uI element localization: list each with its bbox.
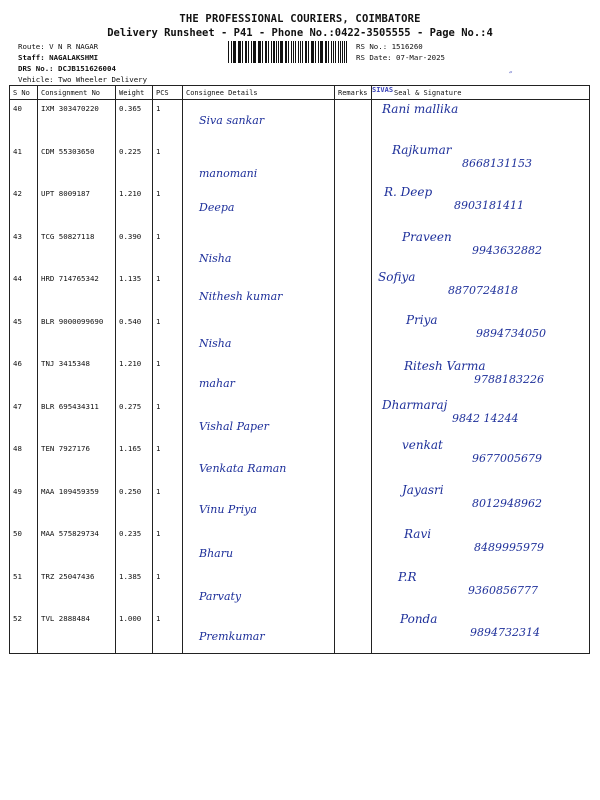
- seal-stamp: SIVAS: [372, 86, 394, 94]
- row-remarks: [335, 185, 372, 228]
- handwritten-signature: Ponda: [400, 612, 438, 626]
- table-row: [10, 483, 590, 526]
- row-weight: 1.210: [116, 185, 153, 228]
- company-title: THE PROFESSIONAL COURIERS, COIMBATORE: [179, 13, 421, 25]
- table-row: [10, 398, 590, 441]
- consignee-handwritten-name: Bharu: [199, 547, 234, 560]
- barcode-bar: [306, 41, 307, 63]
- barcode-bar: [280, 41, 281, 63]
- handwritten-signature: R. Deep: [384, 185, 433, 199]
- row-sno: 48: [10, 440, 38, 483]
- handwritten-phone: 8012948962: [472, 496, 542, 510]
- consignee-handwritten-name: Venkata Raman: [199, 462, 287, 475]
- handwritten-signature: Dharmaraj: [382, 397, 448, 412]
- row-consignee: [183, 483, 335, 526]
- barcode-bar: [246, 41, 247, 63]
- row-weight: 0.540: [116, 313, 153, 356]
- barcode-bar: [344, 41, 345, 63]
- table-row: [10, 610, 590, 653]
- row-signature: [372, 568, 590, 611]
- table-row: [10, 270, 590, 313]
- row-signature: [372, 313, 590, 356]
- barcode-bar: [328, 41, 329, 63]
- barcode-bar: [262, 41, 263, 63]
- row-signature: [372, 270, 590, 313]
- barcode-bar: [295, 41, 296, 63]
- barcode-bar: [346, 41, 347, 63]
- handwritten-signature: Rajkumar: [392, 142, 452, 157]
- row-consignment-no: TEN 7927176: [38, 440, 116, 483]
- barcode-bar: [258, 41, 259, 63]
- row-consignee: [183, 398, 335, 441]
- table-row: [10, 100, 590, 143]
- row-weight: 0.275: [116, 398, 153, 441]
- row-sno: 50: [10, 525, 38, 568]
- row-consignment-no: MAA 575829734: [38, 525, 116, 568]
- row-consignment-no: UPT 8009187: [38, 185, 116, 228]
- row-remarks: [335, 525, 372, 568]
- barcode-bar: [288, 41, 289, 63]
- barcode-bar: [238, 41, 239, 63]
- row-signature: [372, 610, 590, 653]
- row-signature: [372, 440, 590, 483]
- handwritten-phone: 9677005679: [472, 452, 542, 465]
- row-weight: 0.225: [116, 143, 153, 186]
- table-row: [10, 313, 590, 356]
- runsheet-title: Delivery Runsheet - P41 - Phone No.:0422-3505555 - Page No.:4: [107, 27, 493, 39]
- row-sno: 47: [10, 398, 38, 441]
- row-signature: [372, 525, 590, 568]
- row-consignee: [183, 610, 335, 653]
- table-header-row: [10, 86, 590, 100]
- table-row: [10, 143, 590, 186]
- row-remarks: [335, 355, 372, 398]
- consignee-handwritten-name: mahar: [199, 377, 235, 390]
- runsheet-table: [9, 85, 590, 654]
- row-remarks: [335, 100, 372, 143]
- table-row: [10, 568, 590, 611]
- barcode-bar: [293, 41, 295, 63]
- barcode-bar: [340, 41, 341, 63]
- row-signature: [372, 143, 590, 186]
- table-row: [10, 228, 590, 271]
- row-remarks: [335, 313, 372, 356]
- row-pcs: 1: [153, 185, 183, 228]
- row-consignment-no: BLR 9000099690: [38, 313, 116, 356]
- barcode-bar: [259, 41, 260, 63]
- barcode-bar: [298, 41, 299, 63]
- col-header-consignee: Consignee Details: [183, 86, 335, 100]
- row-weight: 1.135: [116, 270, 153, 313]
- row-weight: 1.385: [116, 568, 153, 611]
- row-pcs: 1: [153, 398, 183, 441]
- row-remarks: [335, 398, 372, 441]
- handwritten-phone: 8668131153: [462, 156, 532, 170]
- row-pcs: 1: [153, 610, 183, 653]
- row-pcs: 1: [153, 568, 183, 611]
- table-row: [10, 355, 590, 398]
- handwritten-phone: 9842 14244: [452, 411, 519, 425]
- row-remarks: [335, 568, 372, 611]
- col-header-pcs: PCS: [153, 86, 183, 100]
- col-header-consignment: Consignment No: [38, 86, 116, 100]
- consignee-handwritten-name: Deepa: [199, 201, 235, 214]
- row-sno: 43: [10, 228, 38, 271]
- row-sno: 41: [10, 143, 38, 186]
- row-signature: [372, 398, 590, 441]
- handwritten-signature: P.R: [398, 569, 417, 584]
- tick-mark-icon: ″: [508, 71, 514, 81]
- row-remarks: [335, 143, 372, 186]
- barcode-bar: [268, 41, 269, 63]
- row-signature: [372, 228, 590, 271]
- barcode-bar: [228, 41, 229, 63]
- row-sno: 49: [10, 483, 38, 526]
- row-consignee: [183, 440, 335, 483]
- barcode-bar: [242, 41, 243, 63]
- row-remarks: [335, 483, 372, 526]
- row-weight: 1.000: [116, 610, 153, 653]
- consignee-handwritten-name: Vishal Paper: [199, 419, 269, 433]
- barcode-bar: [285, 41, 286, 63]
- barcode-bar: [338, 41, 339, 63]
- barcode-bar: [308, 41, 309, 63]
- barcode-bar: [302, 41, 303, 63]
- row-pcs: 1: [153, 270, 183, 313]
- row-pcs: 1: [153, 100, 183, 143]
- barcode-bar: [315, 41, 316, 63]
- row-consignment-no: CDM 55303650: [38, 143, 116, 186]
- barcode-bar: [233, 41, 234, 63]
- row-pcs: 1: [153, 313, 183, 356]
- row-consignee: [183, 355, 335, 398]
- barcode-bar: [335, 41, 336, 63]
- consignee-handwritten-name: Premkumar: [199, 630, 265, 643]
- row-consignment-no: TCG 50827118: [38, 228, 116, 271]
- row-sno: 44: [10, 270, 38, 313]
- row-weight: 0.365: [116, 100, 153, 143]
- barcode-bar: [231, 41, 232, 63]
- row-sno: 51: [10, 568, 38, 611]
- barcode-bar: [291, 41, 292, 63]
- row-consignee: [183, 313, 335, 356]
- handwritten-signature: Ritesh Varma: [404, 359, 486, 373]
- staff-label: Staff: NAGALAKSHMI: [18, 53, 99, 62]
- row-consignee: [183, 568, 335, 611]
- handwritten-signature: Sofiya: [378, 270, 416, 284]
- handwritten-signature: Rani mallika: [382, 102, 459, 116]
- barcode-bar: [305, 41, 306, 63]
- consignee-handwritten-name: Siva sankar: [199, 114, 265, 127]
- barcode-image: [228, 41, 348, 63]
- handwritten-signature: Jayasri: [402, 482, 444, 497]
- barcode-bar: [311, 41, 312, 63]
- rs-date: RS Date: 07-Mar-2025: [356, 53, 445, 62]
- barcode-bar: [326, 41, 327, 63]
- row-remarks: [335, 270, 372, 313]
- row-pcs: 1: [153, 228, 183, 271]
- handwritten-phone: 8489995979: [474, 541, 544, 554]
- row-consignment-no: IXM 303470220: [38, 100, 116, 143]
- row-consignee: [183, 100, 335, 143]
- col-header-signature: Seal & Signature: [372, 86, 590, 100]
- row-sno: 52: [10, 610, 38, 653]
- row-weight: 0.235: [116, 525, 153, 568]
- row-weight: 0.390: [116, 228, 153, 271]
- row-sno: 46: [10, 355, 38, 398]
- row-consignee: [183, 228, 335, 271]
- row-consignment-no: BLR 695434311: [38, 398, 116, 441]
- row-consignment-no: HRD 714765342: [38, 270, 116, 313]
- barcode-bar: [325, 41, 326, 63]
- row-remarks: [335, 610, 372, 653]
- consignee-handwritten-name: Parvaty: [199, 589, 242, 603]
- barcode-bar: [239, 41, 241, 63]
- row-remarks: [335, 440, 372, 483]
- barcode-bar: [245, 41, 246, 63]
- route-label: Route: V N R NAGAR: [18, 42, 99, 51]
- barcode-bar: [251, 41, 252, 63]
- barcode-bar: [312, 41, 314, 63]
- handwritten-phone: 8903181411: [454, 199, 524, 212]
- row-sno: 42: [10, 185, 38, 228]
- vehicle-label: Vehicle: Two Wheeler Delivery: [18, 75, 148, 84]
- col-header-weight: Weight: [116, 86, 153, 100]
- handwritten-signature: Ravi: [404, 527, 432, 541]
- handwritten-phone: 9788183226: [474, 373, 544, 386]
- consignee-handwritten-name: manomani: [199, 166, 258, 180]
- row-sno: 45: [10, 313, 38, 356]
- barcode-bar: [286, 41, 287, 63]
- row-consignment-no: MAA 109459359: [38, 483, 116, 526]
- barcode-bar: [321, 41, 322, 63]
- handwritten-phone: 9943632882: [472, 243, 542, 257]
- row-signature: [372, 185, 590, 228]
- barcode-bar: [281, 41, 282, 63]
- rs-number: RS No.: 1516260: [356, 42, 423, 51]
- consignee-handwritten-name: Vinu Priya: [199, 502, 257, 516]
- barcode-bar: [300, 41, 301, 63]
- row-pcs: 1: [153, 525, 183, 568]
- barcode-bar: [320, 41, 321, 63]
- row-weight: 0.250: [116, 483, 153, 526]
- barcode-bar: [234, 41, 235, 63]
- row-weight: 1.165: [116, 440, 153, 483]
- col-header-sno: S No: [10, 86, 38, 100]
- barcode-bar: [248, 41, 249, 63]
- barcode-bar: [331, 41, 332, 63]
- consignee-handwritten-name: Nisha: [199, 336, 232, 350]
- barcode-bar: [273, 41, 275, 63]
- row-weight: 1.210: [116, 355, 153, 398]
- barcode-bar: [266, 41, 267, 63]
- consignee-handwritten-name: Nithesh kumar: [199, 290, 283, 303]
- table-row: [10, 525, 590, 568]
- barcode-bar: [253, 41, 254, 63]
- table-row: [10, 440, 590, 483]
- barcode-bar: [318, 41, 319, 63]
- handwritten-phone: 8870724818: [448, 284, 518, 297]
- row-consignee: [183, 525, 335, 568]
- barcode-bar: [278, 41, 279, 63]
- barcode-bar: [271, 41, 272, 63]
- row-pcs: 1: [153, 440, 183, 483]
- handwritten-phone: 9894732314: [470, 626, 540, 639]
- row-consignment-no: TVL 2888484: [38, 610, 116, 653]
- row-consignee: [183, 143, 335, 186]
- handwritten-signature: Praveen: [402, 229, 452, 244]
- barcode-bar: [265, 41, 266, 63]
- table-row: [10, 185, 590, 228]
- row-remarks: [335, 228, 372, 271]
- row-signature: [372, 483, 590, 526]
- row-signature: [372, 355, 590, 398]
- row-consignment-no: TNJ 3415348: [38, 355, 116, 398]
- row-sno: 40: [10, 100, 38, 143]
- col-header-remarks: Remarks: [335, 86, 372, 100]
- row-pcs: 1: [153, 355, 183, 398]
- consignee-handwritten-name: Nisha: [199, 251, 232, 265]
- row-pcs: 1: [153, 483, 183, 526]
- drs-label: DRS No.: DCJB151626004: [18, 64, 116, 73]
- row-signature: [372, 100, 590, 143]
- barcode-bar: [254, 41, 256, 63]
- row-consignee: [183, 185, 335, 228]
- handwritten-phone: 9360856777: [468, 583, 538, 597]
- row-consignee: [183, 270, 335, 313]
- row-consignment-no: TRZ 25047436: [38, 568, 116, 611]
- handwritten-phone: 9894734050: [476, 326, 546, 340]
- row-pcs: 1: [153, 143, 183, 186]
- handwritten-signature: venkat: [402, 438, 443, 452]
- barcode-bar: [342, 41, 343, 63]
- barcode-bar: [276, 41, 277, 63]
- barcode-bar: [333, 41, 335, 63]
- handwritten-signature: Priya: [406, 312, 438, 327]
